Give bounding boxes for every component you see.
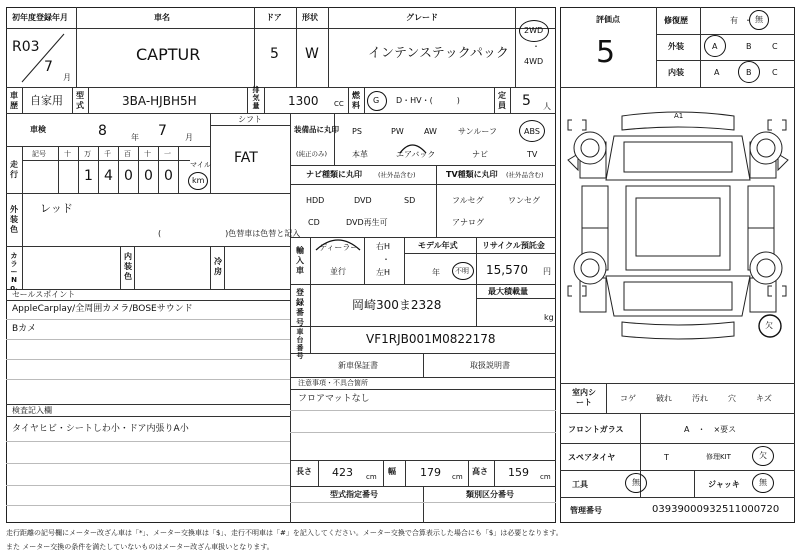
tv-fullseg: フルセグ xyxy=(452,196,484,205)
shape-value: W xyxy=(305,46,319,62)
mileage-km: km xyxy=(192,176,205,185)
door-label: ドア xyxy=(266,13,282,22)
main-form-frame xyxy=(6,7,556,523)
width-cm: cm xyxy=(452,473,463,481)
mileage-digit-3: 0 xyxy=(124,168,133,184)
ac-label: 冷房 xyxy=(214,257,222,276)
windshield-value: A ・ ×要ス xyxy=(684,425,737,434)
equip-airbag-mark xyxy=(398,139,428,155)
inspector-line-1: タイヤヒビ・シートしわ小・ドア内張りA小 xyxy=(12,424,189,434)
drive-4wd: 4WD xyxy=(524,57,544,66)
inspection-year-unit: 年 xyxy=(131,133,139,142)
inspection-year: 8 xyxy=(98,123,107,139)
navi-sd: SD xyxy=(404,196,416,205)
spare-t: T xyxy=(664,453,669,462)
owner-manual: 取扱説明書 xyxy=(470,361,510,370)
diagram-a1: A1 xyxy=(674,112,684,120)
width-label: 幅 xyxy=(388,467,396,476)
drive-dot: ・ xyxy=(532,42,540,51)
exterior-c: C xyxy=(772,42,778,51)
repair-dot: ・ xyxy=(744,16,752,25)
shift-value: FAT xyxy=(234,150,258,166)
car-name-value: CAPTUR xyxy=(136,45,201,64)
fuel-g: G xyxy=(373,96,380,105)
exterior-a: A xyxy=(712,42,718,51)
certified-label: 型式指定番号 xyxy=(330,490,378,499)
seat-burn: コゲ xyxy=(620,394,636,403)
mileage-mile: マイル xyxy=(190,161,211,169)
width-value: 179 xyxy=(420,466,441,479)
equip-abs: ABS xyxy=(524,127,540,136)
repair-no: 無 xyxy=(755,15,763,24)
new-car-warranty: 新車保証書 xyxy=(338,361,378,370)
height-value: 159 xyxy=(508,466,529,479)
interior-c: C xyxy=(772,68,778,77)
equip-pw: PW xyxy=(391,127,404,136)
interior-color-label: 内装色 xyxy=(124,252,132,281)
mileage-symbol-label: 記号 xyxy=(32,150,46,158)
tv-sub: (社外品含む) xyxy=(506,171,544,179)
shift-label: シフト xyxy=(238,115,262,124)
mileage-unit-2: 千 xyxy=(104,150,111,158)
shape-label: 形状 xyxy=(302,13,318,22)
tools-value: 無 xyxy=(632,478,640,487)
mileage-unit-5: 一 xyxy=(164,150,171,158)
equip-navi: ナビ xyxy=(472,150,488,159)
rating-label: 評価点 xyxy=(596,15,620,24)
length-value: 423 xyxy=(332,466,353,479)
import-dealer-mark xyxy=(314,236,362,254)
mileage-label: 走行 xyxy=(10,160,18,179)
seat-label: 室内シート xyxy=(572,388,596,407)
mgmt-label: 管理番号 xyxy=(570,506,602,515)
seat-hole: 穴 xyxy=(728,394,736,403)
sales-point-line-2: Bカメ xyxy=(12,324,37,334)
usage-value: 自家用 xyxy=(30,94,63,107)
max-load-label: 最大積載量 xyxy=(488,287,528,296)
category-label: 類別区分番号 xyxy=(466,490,514,499)
recycle-value: 15,570 xyxy=(486,263,528,277)
spare-kit: 修理KIT xyxy=(706,453,731,461)
displacement-value: 1300 xyxy=(288,94,319,108)
navi-dvd-play: DVD再生可 xyxy=(346,218,388,227)
equip-aw: AW xyxy=(424,127,437,136)
equip-leather: 本革 xyxy=(352,150,368,159)
inspector-label: 検査記入欄 xyxy=(12,406,52,415)
color-note: ( )色替車は色替と記入 xyxy=(158,229,301,238)
notes-label: 注意事項・不具合箇所 xyxy=(298,379,368,387)
tv-analog: アナログ xyxy=(452,218,484,227)
car-name-label: 車名 xyxy=(154,13,170,22)
height-label: 高さ xyxy=(472,467,488,476)
first-reg-month-unit: 月 xyxy=(63,73,71,82)
import-parallel: 並行 xyxy=(330,267,346,276)
navi-sub: (社外品含む) xyxy=(378,171,416,179)
max-load-kg: kg xyxy=(544,313,554,322)
exterior-b: B xyxy=(746,42,752,51)
first-reg-era: R03 xyxy=(12,39,40,55)
color-value: レッド xyxy=(40,202,73,215)
notes-line-1: フロアマットなし xyxy=(298,394,370,404)
equip-ps: PS xyxy=(352,127,362,136)
person-unit: 人 xyxy=(543,102,551,111)
seat-scratch: キズ xyxy=(756,394,772,403)
first-reg-label: 初年度登録年月 xyxy=(12,13,68,22)
inspection-month-unit: 月 xyxy=(185,133,193,142)
repair-yes: 有 xyxy=(730,16,738,25)
recycle-yen: 円 xyxy=(543,267,551,276)
seat-stain: 汚れ xyxy=(692,394,708,403)
equip-sunroof: サンルーフ xyxy=(458,127,497,136)
inspection-label: 車検 xyxy=(30,125,46,134)
registration-value: 岡崎300ま2328 xyxy=(352,298,442,312)
chassis-value: VF1RJB001M0822178 xyxy=(366,332,496,346)
import-dot: ・ xyxy=(382,255,390,264)
mileage-digit-2: 4 xyxy=(104,168,113,184)
grade-label: グレード xyxy=(406,13,438,22)
spare-ketsu: 欠 xyxy=(759,451,767,460)
rating-score: 5 xyxy=(596,35,616,70)
mileage-digit-1: 1 xyxy=(84,168,93,184)
navi-dvd: DVD xyxy=(354,196,372,205)
import-label: 輸入車 xyxy=(296,246,304,275)
cc-unit: CC xyxy=(334,100,344,108)
interior-b: B xyxy=(746,68,752,77)
mileage-digit-4: 0 xyxy=(144,168,153,184)
tv-oneseg: ワンセグ xyxy=(508,196,540,205)
color-no-label: カラーNo. xyxy=(10,252,18,292)
mileage-unit-0: 十 xyxy=(64,150,71,158)
equip-airbag: エアバック xyxy=(396,150,436,159)
mileage-unit-4: 十 xyxy=(144,150,151,158)
equipment-sublabel: (純正のみ) xyxy=(296,150,328,158)
footer-line-1: 走行距離の記号欄にメーター改ざん車は「*」、メーター交換車は「$」、走行不明車は「#」を記入してください。メーター交換で合算表示した場合にも「$」は必要となります。 xyxy=(6,529,563,537)
capacity-value: 5 xyxy=(522,93,531,109)
jack-value: 無 xyxy=(759,478,767,487)
interior-label: 内装 xyxy=(668,68,684,77)
jack-label: ジャッキ xyxy=(708,480,740,489)
exterior-label: 外装 xyxy=(668,42,684,51)
car-damage-diagram xyxy=(562,90,794,374)
windshield-label: フロントガラス xyxy=(568,425,624,434)
navi-cd: CD xyxy=(308,218,320,227)
import-dealer: ディーラー xyxy=(319,243,359,252)
fuel-label: 燃料 xyxy=(352,91,360,110)
length-cm: cm xyxy=(366,473,377,481)
color-label: 外装色 xyxy=(10,205,18,234)
height-cm: cm xyxy=(540,473,551,481)
diagram-ketsu: 欠 xyxy=(765,321,773,330)
mileage-unit-3: 百 xyxy=(124,150,131,158)
mgmt-value: 03939000932511000720 xyxy=(652,504,780,515)
model-year-label: モデル年式 xyxy=(418,241,458,250)
mileage-unit-1: 万 xyxy=(84,150,91,158)
first-reg-month: 7 xyxy=(44,59,53,75)
registration-label: 登録番号 xyxy=(296,288,304,327)
sales-point-line-1: AppleCarplay/全周囲カメラ/BOSEサウンド xyxy=(12,304,193,314)
import-right-h: 右H xyxy=(376,242,391,251)
equipment-label: 装備品に丸印 xyxy=(294,125,339,134)
length-label: 長さ xyxy=(296,467,312,476)
interior-a: A xyxy=(714,68,720,77)
fuel-others: D・HV・( ) xyxy=(396,96,460,105)
capacity-label: 定員 xyxy=(498,91,506,110)
inspection-month: 7 xyxy=(158,123,167,139)
recycle-label: リサイクル預託金 xyxy=(482,241,545,250)
repair-label: 修復歴 xyxy=(664,16,688,25)
navi-hdd: HDD xyxy=(306,196,325,205)
model-year-unknown: 不明 xyxy=(455,267,469,275)
model-value: 3BA-HJBH5H xyxy=(122,94,197,108)
spare-label: スペアタイヤ xyxy=(568,453,616,462)
model-year-unit: 年 xyxy=(432,268,440,277)
footer-line-2: また メーター交換の条件を満たしていないものはメーター改ざん車扱いとなります。 xyxy=(6,543,274,551)
grade-value: インテンステックパック xyxy=(368,46,509,61)
chassis-label: 車台番号 xyxy=(296,328,304,360)
tools-label: 工具 xyxy=(572,480,588,489)
mileage-digit-5: 0 xyxy=(164,168,173,184)
seat-tear: 破れ xyxy=(656,394,672,403)
doors-value: 5 xyxy=(270,46,279,62)
navi-label: ナビ種類に丸印 xyxy=(306,170,362,179)
drive-2wd: 2WD xyxy=(524,26,544,35)
usage-label: 車歴 xyxy=(10,91,18,110)
import-left-h: 左H xyxy=(376,268,391,277)
sales-point-label: セールスポイント xyxy=(12,290,76,299)
tv-label: TV種類に丸印 xyxy=(446,170,498,179)
model-label: 型式 xyxy=(76,91,84,110)
equip-tv: TV xyxy=(527,150,538,159)
displacement-label: 排気量 xyxy=(252,86,260,110)
